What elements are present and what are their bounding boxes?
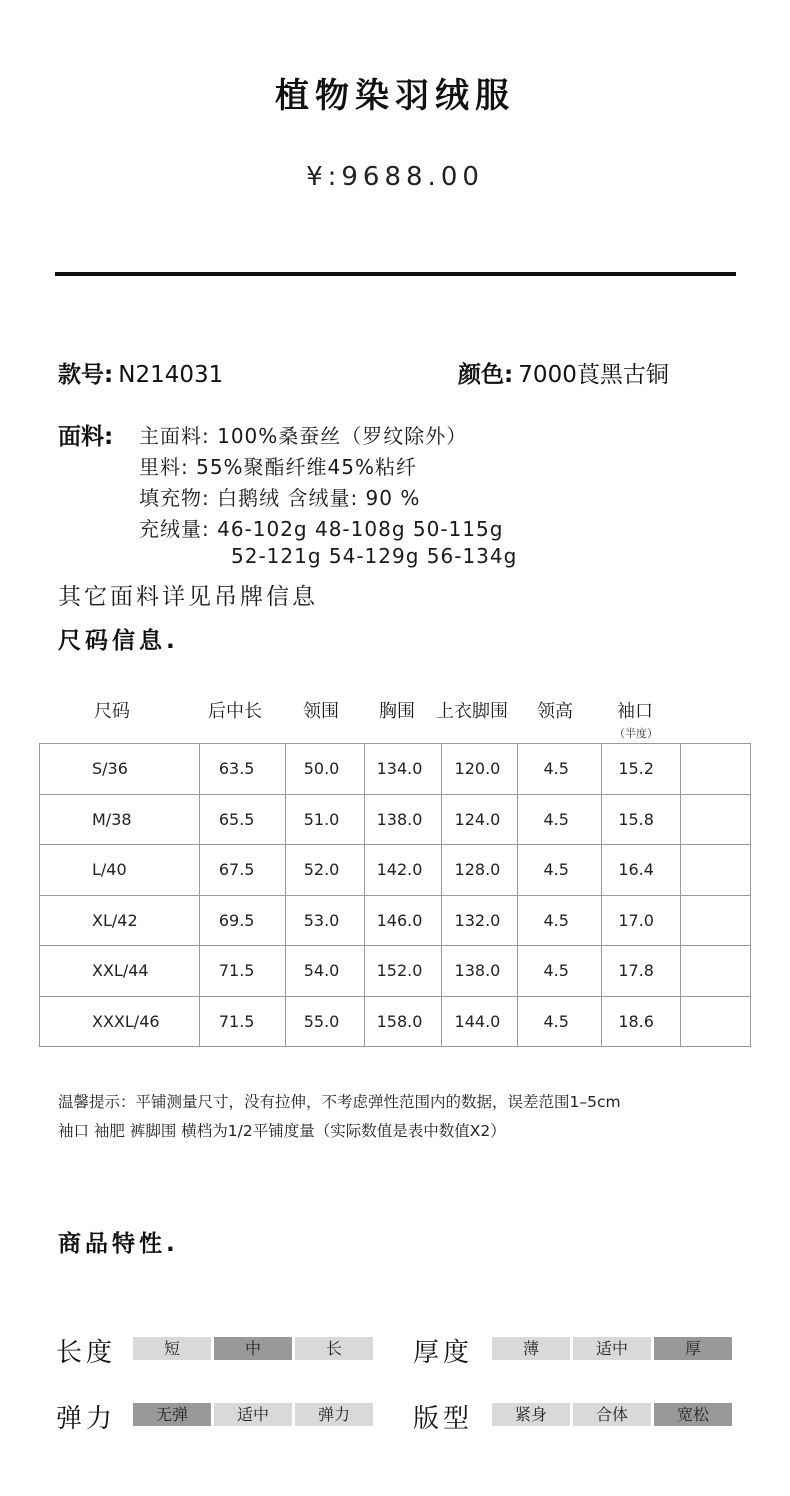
table-cell: 144.0 [441,996,518,1047]
header-collar: 领围 [303,701,339,722]
attr-thickness-option: 厚 [654,1337,732,1360]
size-cell: S/36 [40,744,200,795]
attr-fit-option: 合体 [573,1403,651,1426]
header-back-length: 后中长 [208,701,262,722]
attr-length-option: 中 [214,1337,292,1360]
size-table [39,743,751,1047]
table-cell: 16.4 [602,845,681,896]
table-cell: 69.5 [199,895,285,946]
size-section-title: 尺码信息. [58,628,179,654]
size-cell: M/38 [40,794,200,845]
table-cell: 158.0 [364,996,441,1047]
table-cell: 67.5 [199,845,285,896]
color-value: 7000莨黑古铜 [518,362,669,388]
product-price: ¥:9688.00 [306,162,484,192]
table-cell: 18.6 [602,996,681,1047]
table-row [40,895,751,946]
table-row [40,794,751,845]
table-row [40,845,751,896]
attr-length-option: 长 [295,1337,373,1360]
fabric-main: 主面料: 100%桑蚕丝（罗纹除外） [139,424,468,448]
attr-elasticity-option: 弹力 [295,1403,373,1426]
color-info [458,356,669,389]
table-cell: 4.5 [518,794,602,845]
table-cell: 142.0 [364,845,441,896]
table-cell: 4.5 [518,744,602,795]
table-cell: 15.2 [602,744,681,795]
header-hem: 上衣脚围 [436,701,508,722]
table-cell: 53.0 [285,895,364,946]
table-cell [681,845,751,896]
attr-label-fit: 版型 [413,1404,474,1434]
table-cell: 52.0 [285,845,364,896]
style-number [58,356,223,389]
table-cell [681,946,751,997]
table-cell: 124.0 [441,794,518,845]
tip-note: 温馨提示：平铺测量尺寸，没有拉伸，不考虑弹性范围内的数据，误差范围1–5cm [58,1093,621,1111]
table-cell: 15.8 [602,794,681,845]
table-cell: 128.0 [441,845,518,896]
attr-elasticity-option: 无弹 [133,1403,211,1426]
attr-elasticity-option: 适中 [214,1403,292,1426]
table-cell [681,794,751,845]
attr-label-elasticity: 弹力 [56,1404,117,1434]
table-row [40,744,751,795]
header-cuff-note: （半度） [614,727,658,740]
table-cell: 17.8 [602,946,681,997]
header-cuff: 袖口 [617,701,653,722]
size-cell: XXXL/46 [40,996,200,1047]
measure-note: 袖口 袖肥 裤脚围 横档为1/2平铺度量（实际数值是表中数值X2） [58,1122,506,1140]
size-cell: L/40 [40,845,200,896]
color-label: 颜色: [458,362,514,388]
table-cell: 63.5 [199,744,285,795]
features-section-title: 商品特性. [58,1231,179,1257]
table-cell: 138.0 [441,946,518,997]
style-number-label: 款号: [58,362,114,388]
table-cell: 138.0 [364,794,441,845]
table-cell: 4.5 [518,946,602,997]
table-cell: 152.0 [364,946,441,997]
fabric-fill-weight: 充绒量: 46-102g 48-108g 50-115g [139,517,504,541]
table-cell: 146.0 [364,895,441,946]
table-cell [681,744,751,795]
size-cell: XL/42 [40,895,200,946]
attr-label-length: 长度 [56,1338,117,1368]
table-cell: 50.0 [285,744,364,795]
attr-label-thickness: 厚度 [413,1338,474,1368]
size-cell: XXL/44 [40,946,200,997]
style-number-value: N214031 [118,362,224,388]
fabric-lining: 里料: 55%聚酯纤维45%粘纤 [139,455,418,479]
table-row [40,996,751,1047]
table-cell: 4.5 [518,845,602,896]
table-cell: 120.0 [441,744,518,795]
attr-fit-option: 宽松 [654,1403,732,1426]
fabric-filling: 填充物: 白鹅绒 含绒量: 90 % [139,486,421,510]
header-chest: 胸围 [379,701,415,722]
table-cell [681,895,751,946]
attr-thickness-option: 适中 [573,1337,651,1360]
table-cell: 17.0 [602,895,681,946]
table-row [40,946,751,997]
table-cell: 71.5 [199,946,285,997]
fabric-other: 其它面料详见吊牌信息 [58,584,318,610]
attr-thickness-option: 薄 [492,1337,570,1360]
table-cell: 71.5 [199,996,285,1047]
header-size: 尺码 [94,701,130,722]
header-collar-height: 领高 [537,701,573,722]
table-cell: 55.0 [285,996,364,1047]
table-cell: 54.0 [285,946,364,997]
fabric-fill-weight-cont: 52-121g 54-129g 56-134g [231,544,518,568]
table-cell [681,996,751,1047]
product-title: 植物染羽绒服 [275,76,515,116]
attr-length-option: 短 [133,1337,211,1360]
table-cell: 51.0 [285,794,364,845]
table-cell: 4.5 [518,996,602,1047]
table-cell: 4.5 [518,895,602,946]
table-cell: 65.5 [199,794,285,845]
table-cell: 132.0 [441,895,518,946]
attr-fit-option: 紧身 [492,1403,570,1426]
divider [55,272,736,276]
fabric-label: 面料: [58,424,114,450]
table-cell: 134.0 [364,744,441,795]
